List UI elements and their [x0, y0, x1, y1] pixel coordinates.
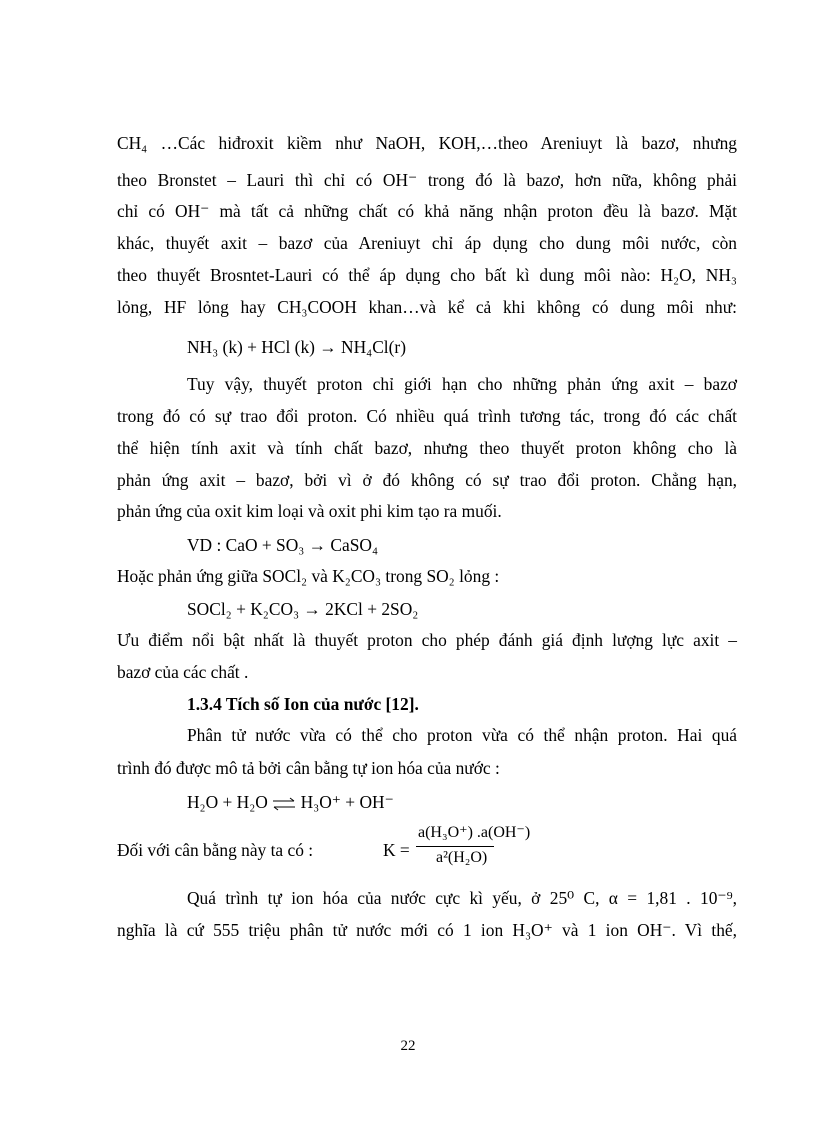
text-line: Tuy vậy, thuyết proton chỉ giới hạn cho những phản ứng axit – bazơ — [187, 374, 737, 394]
text-line: Phân tử nước vừa có thể cho proton vừa có thể nhận proton. Hai quá — [187, 725, 737, 745]
text-line: phản ứng của oxit kim loại và oxit phi kim tạo ra muối. — [117, 501, 502, 521]
text-line: nghĩa là cứ 555 triệu phân tử nước mới có 1 ion H₃O⁺ và 1 ion OH⁻. Vì thế, — [117, 920, 737, 940]
text-line: Ưu điểm nổi bật nhất là thuyết proton cho phép đánh giá định lượng lực axit – — [117, 630, 737, 650]
fraction-bar — [416, 846, 494, 847]
text-line: trình đó được mô tả bởi cân bằng tự ion hóa của nước : — [117, 758, 500, 778]
equation — [187, 790, 394, 814]
text-line: lỏng, HF lỏng hay CH₃COOH khan…và kể cả khi không có dung môi như: — [117, 297, 737, 317]
text-line: chỉ có OH⁻ mà tất cả những chất có khả năng nhận proton đều là bazơ. Mặt — [117, 201, 737, 221]
page-number: 22 — [400, 1038, 416, 1054]
k-fraction — [416, 822, 531, 872]
equation: SOCl₂ + K₂CO₃ → 2KCl + 2SO₂ — [187, 599, 419, 619]
k-symbol: K = — [383, 840, 410, 860]
text-line: theo Bronstet – Lauri thì chỉ có OH⁻ trong đó là bazơ, hơn nữa, không phải — [117, 170, 737, 190]
text-line: theo thuyết Brosntet-Lauri có thể áp dụng cho bất kì dung môi nào: H₂O, NH₃ — [117, 265, 737, 285]
text-line: Hoặc phản ứng giữa SOCl₂ và K₂CO₃ trong SO₂ lỏng : — [117, 566, 500, 586]
equation-left: H₂O + H₂O — [187, 792, 268, 812]
equilibrium-arrows-icon — [272, 797, 296, 811]
k-denominator: a²(H₂O) — [436, 849, 488, 866]
equation-right: H₃O⁺ + OH⁻ — [300, 792, 394, 812]
text-line: CH₄ …Các hiđroxit kiềm như NaOH, KOH,…theo Areniuyt là bazơ, nhưng — [117, 133, 737, 153]
text-line: Quá trình tự ion hóa của nước cực kì yếu, ở 25⁰ C, α = 1,81 . 10⁻⁹, — [187, 888, 737, 908]
text-line: bazơ của các chất . — [117, 662, 249, 682]
text-line: trong đó có sự trao đổi proton. Có nhiều quá trình tương tác, trong đó các chất — [117, 406, 737, 426]
k-numerator: a(H₃O⁺) .a(OH⁻) — [418, 824, 531, 841]
text-line: phản ứng axit – bazơ, bởi vì ở đó không có sự trao đổi proton. Chẳng hạn, — [117, 470, 737, 490]
equation: NH₃ (k) + HCl (k) → NH₄Cl(r) — [187, 337, 406, 357]
section-heading: 1.3.4 Tích số Ion của nước [12]. — [187, 694, 419, 714]
text-line: khác, thuyết axit – bazơ của Areniuyt chỉ áp dụng cho dung môi nước, còn — [117, 233, 737, 253]
example-line: VD : CaO + SO₃ → CaSO₄ — [187, 535, 379, 555]
text-line: thể hiện tính axit và tính chất bazơ, nhưng theo thuyết proton không cho là — [117, 438, 737, 458]
text-line: Đối với cân bằng này ta có : — [117, 840, 314, 860]
